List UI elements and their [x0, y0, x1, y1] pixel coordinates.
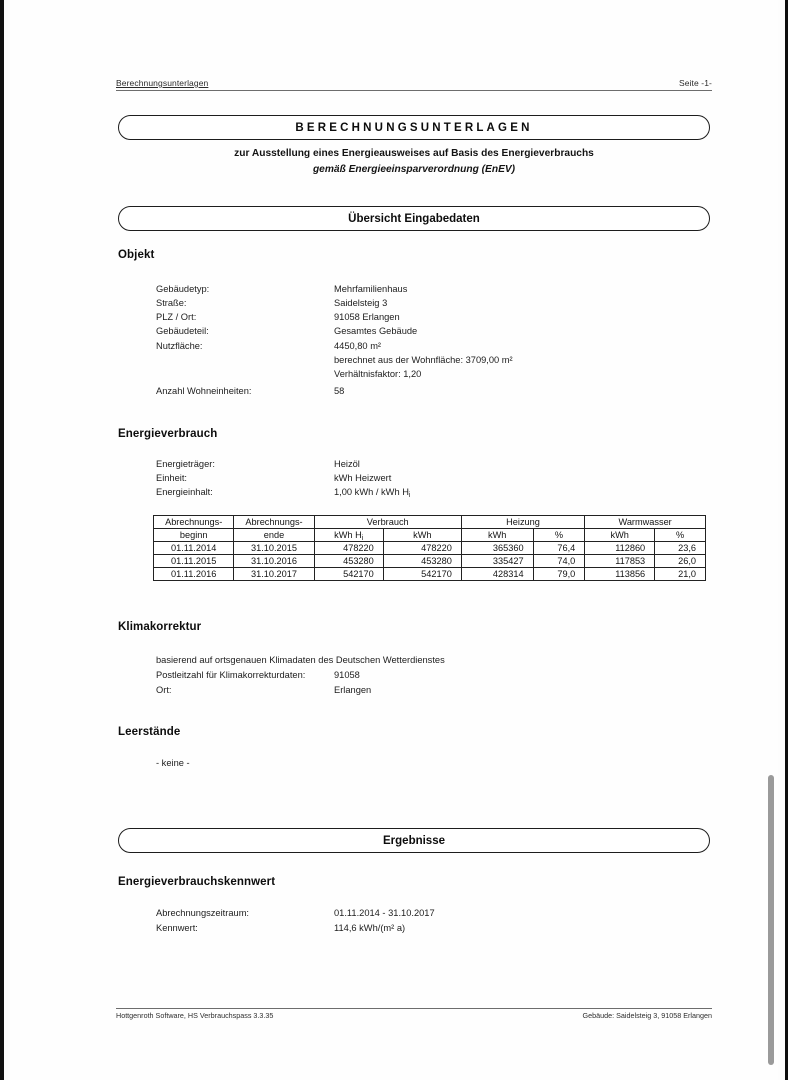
- cell-warmwasser-pct: 23,6: [655, 542, 706, 555]
- cell-warmwasser-pct: 26,0: [655, 555, 706, 568]
- heading-energieverbrauch: Energieverbrauch: [118, 428, 218, 440]
- field-strasse: [156, 298, 696, 308]
- field-energieinhalt-value: [334, 487, 410, 497]
- cell-heizung-kwh: 335427: [461, 555, 533, 568]
- cell-heizung-pct: 79,0: [533, 568, 585, 581]
- field-gebaeudetyp: [156, 284, 696, 294]
- field-strasse-value: Saidelsteig 3: [334, 298, 388, 308]
- cell-ende: 31.10.2016: [234, 555, 314, 568]
- field-kennwert-label: Kennwert:: [156, 923, 198, 933]
- field-abrechnungszeitraum-label: Abrechnungszeitraum:: [156, 908, 250, 918]
- page-title: BERECHNUNGSUNTERLAGEN: [295, 121, 533, 134]
- field-anzahl-wohneinheiten-value: 58: [334, 386, 345, 396]
- field-plz-klimakorrektur: [156, 670, 696, 680]
- section-banner-ergebnisse: [118, 828, 710, 853]
- th-group-warmwasser: Warmwasser: [585, 516, 706, 529]
- cell-verbrauch-kwh-hi: 542170: [314, 568, 383, 581]
- field-gebaeudeteil-value: Gesamtes Gebäude: [334, 326, 418, 336]
- field-gebaeudeteil-label: Gebäudeteil:: [156, 326, 209, 336]
- cell-ende: 31.10.2015: [234, 542, 314, 555]
- field-energietraeger-value: Heizöl: [334, 459, 360, 469]
- field-plz-klimakorrektur-label: Postleitzahl für Klimakorrekturdaten:: [156, 670, 306, 680]
- th-verbrauch-kwh-hi-subscript: i: [361, 535, 364, 542]
- scrollbar-thumb[interactable]: [768, 775, 774, 1065]
- leerstaende-value: - keine -: [156, 758, 190, 768]
- table-header-row-1: [154, 516, 706, 529]
- field-energietraeger-label: Energieträger:: [156, 459, 215, 469]
- section-banner-ergebnisse-label: Ergebnisse: [383, 834, 445, 847]
- cell-beginn: 01.11.2015: [154, 555, 234, 568]
- cell-beginn: 01.11.2014: [154, 542, 234, 555]
- th-group-verbrauch: Verbrauch: [314, 516, 461, 529]
- th-abrechnungsbeginn-l2: beginn: [154, 529, 234, 542]
- field-plz-ort-value: 91058 Erlangen: [334, 312, 400, 322]
- field-einheit-value: kWh Heizwert: [334, 473, 392, 483]
- running-header-left: Berechnungsunterlagen: [116, 78, 209, 88]
- section-banner-uebersicht: [118, 206, 710, 231]
- th-abrechnungsbeginn-l1: Abrechnungs-: [154, 516, 234, 529]
- field-verhaeltnisfaktor: [156, 369, 696, 379]
- running-footer-right: Gebäude: Saidelsteig 3, 91058 Erlangen: [582, 1011, 712, 1020]
- heading-leerstaende: Leerstände: [118, 726, 181, 738]
- field-energieinhalt-subscript: i: [408, 492, 411, 499]
- running-footer-left: Hottgenroth Software, HS Verbrauchspass 3.3.35: [116, 1011, 274, 1020]
- field-klima-ort: [156, 685, 696, 695]
- cell-verbrauch-kwh-hi: 453280: [314, 555, 383, 568]
- cell-heizung-kwh: 428314: [461, 568, 533, 581]
- field-energieinhalt: [156, 487, 696, 497]
- th-verbrauch-kwh-hi-text: kWh H: [334, 530, 362, 540]
- field-energietraeger: [156, 459, 696, 469]
- table-row: [154, 555, 706, 568]
- cell-verbrauch-kwh-hi: 478220: [314, 542, 383, 555]
- cell-ende: 31.10.2017: [234, 568, 314, 581]
- th-abrechnungsende-l2: ende: [234, 529, 314, 542]
- cell-verbrauch-kwh: 478220: [383, 542, 461, 555]
- field-gebaeudeteil: [156, 326, 696, 336]
- field-anzahl-wohneinheiten: [156, 386, 696, 396]
- heading-energieverbrauchskennwert: Energieverbrauchskennwert: [118, 876, 276, 888]
- running-footer: [116, 1008, 712, 1020]
- field-nutzflaeche-value: 4450,80 m²: [334, 341, 382, 351]
- cell-heizung-pct: 76,4: [533, 542, 585, 555]
- field-abrechnungszeitraum-value: 01.11.2014 - 31.10.2017: [334, 908, 435, 918]
- running-header: [116, 78, 712, 91]
- field-einheit: [156, 473, 696, 483]
- field-energieinhalt-value-text: 1,00 kWh / kWh H: [334, 487, 409, 497]
- heading-klimakorrektur: Klimakorrektur: [118, 621, 202, 633]
- th-group-heizung: Heizung: [461, 516, 584, 529]
- field-gebaeudetyp-value: Mehrfamilienhaus: [334, 284, 408, 294]
- cell-warmwasser-kwh: 117853: [585, 555, 655, 568]
- document-page: [8, 0, 778, 1080]
- cell-warmwasser-kwh: 112860: [585, 542, 655, 555]
- cell-verbrauch-kwh: 542170: [383, 568, 461, 581]
- scrollbar-track[interactable]: [772, 0, 780, 1080]
- field-wohnflaeche: [156, 355, 696, 365]
- th-verbrauch-kwh-hi: [314, 529, 383, 542]
- subtitle-line-1: zur Ausstellung eines Energieausweises auf Basis des Energieverbrauchs: [234, 148, 594, 159]
- th-verbrauch-kwh: kWh: [383, 529, 461, 542]
- field-kennwert: [156, 923, 696, 933]
- field-plz-ort: [156, 312, 696, 322]
- cell-warmwasser-kwh: 113856: [585, 568, 655, 581]
- field-klima-ort-value: Erlangen: [334, 685, 372, 695]
- verbrauch-table: [153, 515, 706, 581]
- field-plz-ort-label: PLZ / Ort:: [156, 312, 197, 322]
- field-anzahl-wohneinheiten-label: Anzahl Wohneinheiten:: [156, 386, 252, 396]
- field-nutzflaeche: [156, 341, 696, 351]
- main-title-banner: [118, 115, 710, 140]
- th-warmwasser-kwh: kWh: [585, 529, 655, 542]
- field-gebaeudetyp-label: Gebäudetyp:: [156, 284, 210, 294]
- subtitle-line-2: gemäß Energieeinsparverordnung (EnEV): [312, 164, 516, 175]
- field-plz-klimakorrektur-value: 91058: [334, 670, 360, 680]
- page-number: Seite -1-: [678, 78, 712, 88]
- field-wohnflaeche-value: berechnet aus der Wohnfläche: 3709,00 m²: [334, 355, 513, 365]
- cell-heizung-pct: 74,0: [533, 555, 585, 568]
- field-energieinhalt-label: Energieinhalt:: [156, 487, 213, 497]
- cell-warmwasser-pct: 21,0: [655, 568, 706, 581]
- section-banner-uebersicht-label: Übersicht Eingabedaten: [348, 212, 480, 225]
- table-header-row-2: [154, 529, 706, 542]
- field-nutzflaeche-label: Nutzfläche:: [156, 341, 203, 351]
- table-row: [154, 568, 706, 581]
- field-strasse-label: Straße:: [156, 298, 187, 308]
- th-warmwasser-pct: %: [655, 529, 706, 542]
- th-abrechnungsende-l1: Abrechnungs-: [234, 516, 314, 529]
- field-abrechnungszeitraum: [156, 908, 696, 918]
- cell-verbrauch-kwh: 453280: [383, 555, 461, 568]
- table-row: [154, 542, 706, 555]
- field-klima-ort-label: Ort:: [156, 685, 172, 695]
- cell-heizung-kwh: 365360: [461, 542, 533, 555]
- klimakorrektur-note: basierend auf ortsgenauen Klimadaten des Deutschen Wetterdienstes: [156, 655, 445, 665]
- cell-beginn: 01.11.2016: [154, 568, 234, 581]
- field-einheit-label: Einheit:: [156, 473, 188, 483]
- th-heizung-pct: %: [533, 529, 585, 542]
- heading-objekt: Objekt: [118, 249, 155, 261]
- th-heizung-kwh: kWh: [461, 529, 533, 542]
- field-kennwert-value: 114,6 kWh/(m² a): [334, 923, 406, 933]
- field-verhaeltnisfaktor-value: Verhältnisfaktor: 1,20: [334, 369, 422, 379]
